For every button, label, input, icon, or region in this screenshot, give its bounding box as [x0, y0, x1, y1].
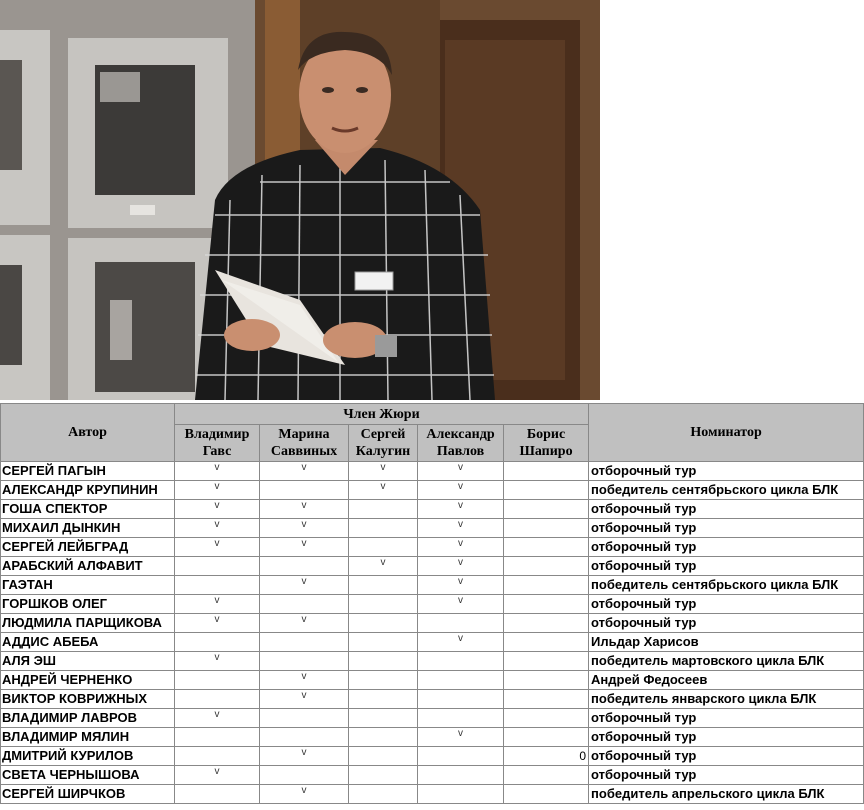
author-cell: ЛЮДМИЛА ПАРЩИКОВА	[1, 614, 175, 633]
vote-cell: v	[418, 576, 504, 595]
table-row	[1, 785, 864, 804]
table-row	[1, 690, 864, 709]
vote-cell	[504, 576, 589, 595]
vote-cell	[349, 728, 418, 747]
vote-cell: v	[175, 595, 260, 614]
vote-cell	[504, 462, 589, 481]
table-row	[1, 728, 864, 747]
author-column-header: Автор	[1, 404, 175, 462]
vote-cell: v	[260, 690, 349, 709]
table-row	[1, 519, 864, 538]
vote-cell: v	[418, 462, 504, 481]
nominator-cell: отборочный тур	[589, 595, 864, 614]
nominator-cell: победитель мартовского цикла БЛК	[589, 652, 864, 671]
jury-group-header: Член Жюри	[175, 404, 589, 425]
vote-cell: v	[349, 462, 418, 481]
vote-cell	[349, 747, 418, 766]
author-cell: ГАЭТАН	[1, 576, 175, 595]
juror-header: Сергей Калугин	[349, 425, 418, 462]
speaker-photo-illustration	[0, 0, 600, 400]
author-cell: АРАБСКИЙ АЛФАВИТ	[1, 557, 175, 576]
vote-cell	[260, 728, 349, 747]
table-row	[1, 747, 864, 766]
nominator-cell: победитель сентябрьского цикла БЛК	[589, 481, 864, 500]
vote-cell: v	[175, 481, 260, 500]
nominator-cell: победитель сентябрьского цикла БЛК	[589, 576, 864, 595]
vote-cell	[504, 519, 589, 538]
vote-cell	[349, 500, 418, 519]
nominator-cell: отборочный тур	[589, 614, 864, 633]
vote-cell: v	[175, 462, 260, 481]
vote-cell	[260, 633, 349, 652]
vote-cell: v	[260, 462, 349, 481]
vote-cell: v	[260, 747, 349, 766]
vote-cell	[504, 785, 589, 804]
table-row	[1, 595, 864, 614]
author-cell: МИХАИЛ ДЫНКИН	[1, 519, 175, 538]
vote-cell	[175, 633, 260, 652]
table-row	[1, 462, 864, 481]
vote-cell	[418, 614, 504, 633]
nominator-cell: Андрей Федосеев	[589, 671, 864, 690]
vote-cell	[418, 690, 504, 709]
table-row	[1, 557, 864, 576]
vote-cell	[504, 671, 589, 690]
vote-cell	[349, 538, 418, 557]
vote-cell	[504, 481, 589, 500]
vote-cell	[504, 690, 589, 709]
table-row	[1, 500, 864, 519]
vote-cell	[349, 614, 418, 633]
nominator-cell: отборочный тур	[589, 519, 864, 538]
vote-cell	[418, 652, 504, 671]
vote-cell	[349, 576, 418, 595]
vote-cell	[260, 652, 349, 671]
table-row	[1, 766, 864, 785]
speaker-photo	[0, 0, 600, 400]
nominator-cell: отборочный тур	[589, 709, 864, 728]
vote-cell	[349, 519, 418, 538]
vote-cell	[260, 766, 349, 785]
vote-cell	[349, 633, 418, 652]
table-row	[1, 671, 864, 690]
vote-cell	[260, 481, 349, 500]
vote-cell: v	[349, 481, 418, 500]
vote-cell: v	[175, 614, 260, 633]
author-cell: ГОРШКОВ ОЛЕГ	[1, 595, 175, 614]
author-cell: АДДИС АБЕБА	[1, 633, 175, 652]
vote-cell	[504, 557, 589, 576]
vote-cell: v	[260, 519, 349, 538]
vote-cell	[175, 785, 260, 804]
vote-cell	[349, 652, 418, 671]
vote-cell	[418, 671, 504, 690]
author-cell: ВЛАДИМИР ЛАВРОВ	[1, 709, 175, 728]
vote-cell: v	[260, 614, 349, 633]
author-cell: ДМИТРИЙ КУРИЛОВ	[1, 747, 175, 766]
table-row	[1, 538, 864, 557]
vote-cell: v	[175, 709, 260, 728]
vote-cell: v	[418, 557, 504, 576]
vote-cell	[418, 709, 504, 728]
vote-cell	[418, 785, 504, 804]
vote-cell	[349, 709, 418, 728]
vote-cell	[349, 690, 418, 709]
table-row	[1, 614, 864, 633]
vote-cell: 0	[504, 747, 589, 766]
vote-cell: v	[418, 595, 504, 614]
table-row	[1, 481, 864, 500]
vote-cell: v	[175, 519, 260, 538]
vote-cell: v	[260, 538, 349, 557]
jury-table	[0, 403, 864, 804]
juror-header: Марина Саввиных	[260, 425, 349, 462]
vote-cell	[418, 747, 504, 766]
author-cell: АЛЯ ЭШ	[1, 652, 175, 671]
nominator-cell: отборочный тур	[589, 747, 864, 766]
vote-cell	[504, 538, 589, 557]
vote-cell	[504, 633, 589, 652]
table-row	[1, 576, 864, 595]
nominator-cell: отборочный тур	[589, 728, 864, 747]
nominator-cell: отборочный тур	[589, 462, 864, 481]
vote-cell	[260, 595, 349, 614]
vote-cell	[260, 709, 349, 728]
author-cell: ВИКТОР КОВРИЖНЫХ	[1, 690, 175, 709]
author-cell: АНДРЕЙ ЧЕРНЕНКО	[1, 671, 175, 690]
author-cell: СВЕТА ЧЕРНЫШОВА	[1, 766, 175, 785]
nominator-column-header: Номинатор	[589, 404, 864, 462]
vote-cell	[175, 671, 260, 690]
vote-cell	[504, 766, 589, 785]
vote-cell	[175, 557, 260, 576]
author-cell: ГОША СПЕКТОР	[1, 500, 175, 519]
vote-cell	[260, 557, 349, 576]
vote-cell	[504, 709, 589, 728]
vote-cell	[175, 728, 260, 747]
table-row	[1, 652, 864, 671]
author-cell: СЕРГЕЙ ЛЕЙБГРАД	[1, 538, 175, 557]
vote-cell: v	[260, 576, 349, 595]
vote-cell: v	[260, 671, 349, 690]
vote-cell	[175, 576, 260, 595]
juror-header: Александр Павлов	[418, 425, 504, 462]
vote-cell	[175, 690, 260, 709]
vote-cell	[504, 614, 589, 633]
vote-cell	[418, 766, 504, 785]
vote-cell	[504, 500, 589, 519]
vote-cell: v	[418, 728, 504, 747]
vote-cell: v	[418, 481, 504, 500]
vote-cell	[349, 595, 418, 614]
vote-cell: v	[175, 766, 260, 785]
vote-cell: v	[418, 633, 504, 652]
vote-cell	[175, 747, 260, 766]
vote-cell: v	[175, 500, 260, 519]
nominator-cell: отборочный тур	[589, 500, 864, 519]
nominator-cell: Ильдар Харисов	[589, 633, 864, 652]
vote-cell	[349, 766, 418, 785]
vote-cell: v	[349, 557, 418, 576]
vote-cell: v	[260, 500, 349, 519]
table-row	[1, 633, 864, 652]
vote-cell: v	[418, 519, 504, 538]
vote-cell	[349, 785, 418, 804]
nominator-cell: отборочный тур	[589, 766, 864, 785]
nominator-cell: отборочный тур	[589, 538, 864, 557]
table-body	[1, 462, 864, 804]
nominator-cell: победитель апрельского цикла БЛК	[589, 785, 864, 804]
author-cell: СЕРГЕЙ ШИРЧКОВ	[1, 785, 175, 804]
vote-cell	[504, 652, 589, 671]
vote-cell	[504, 728, 589, 747]
vote-cell: v	[175, 652, 260, 671]
vote-cell	[504, 595, 589, 614]
vote-cell: v	[418, 538, 504, 557]
author-cell: АЛЕКСАНДР КРУПИНИН	[1, 481, 175, 500]
juror-header: Борис Шапиро	[504, 425, 589, 462]
author-cell: СЕРГЕЙ ПАГЫН	[1, 462, 175, 481]
vote-cell	[349, 671, 418, 690]
vote-cell: v	[175, 538, 260, 557]
juror-header: Владимир Гавс	[175, 425, 260, 462]
author-cell: ВЛАДИМИР МЯЛИН	[1, 728, 175, 747]
nominator-cell: победитель январского цикла БЛК	[589, 690, 864, 709]
table-row	[1, 709, 864, 728]
vote-cell: v	[260, 785, 349, 804]
vote-cell: v	[418, 500, 504, 519]
nominator-cell: отборочный тур	[589, 557, 864, 576]
